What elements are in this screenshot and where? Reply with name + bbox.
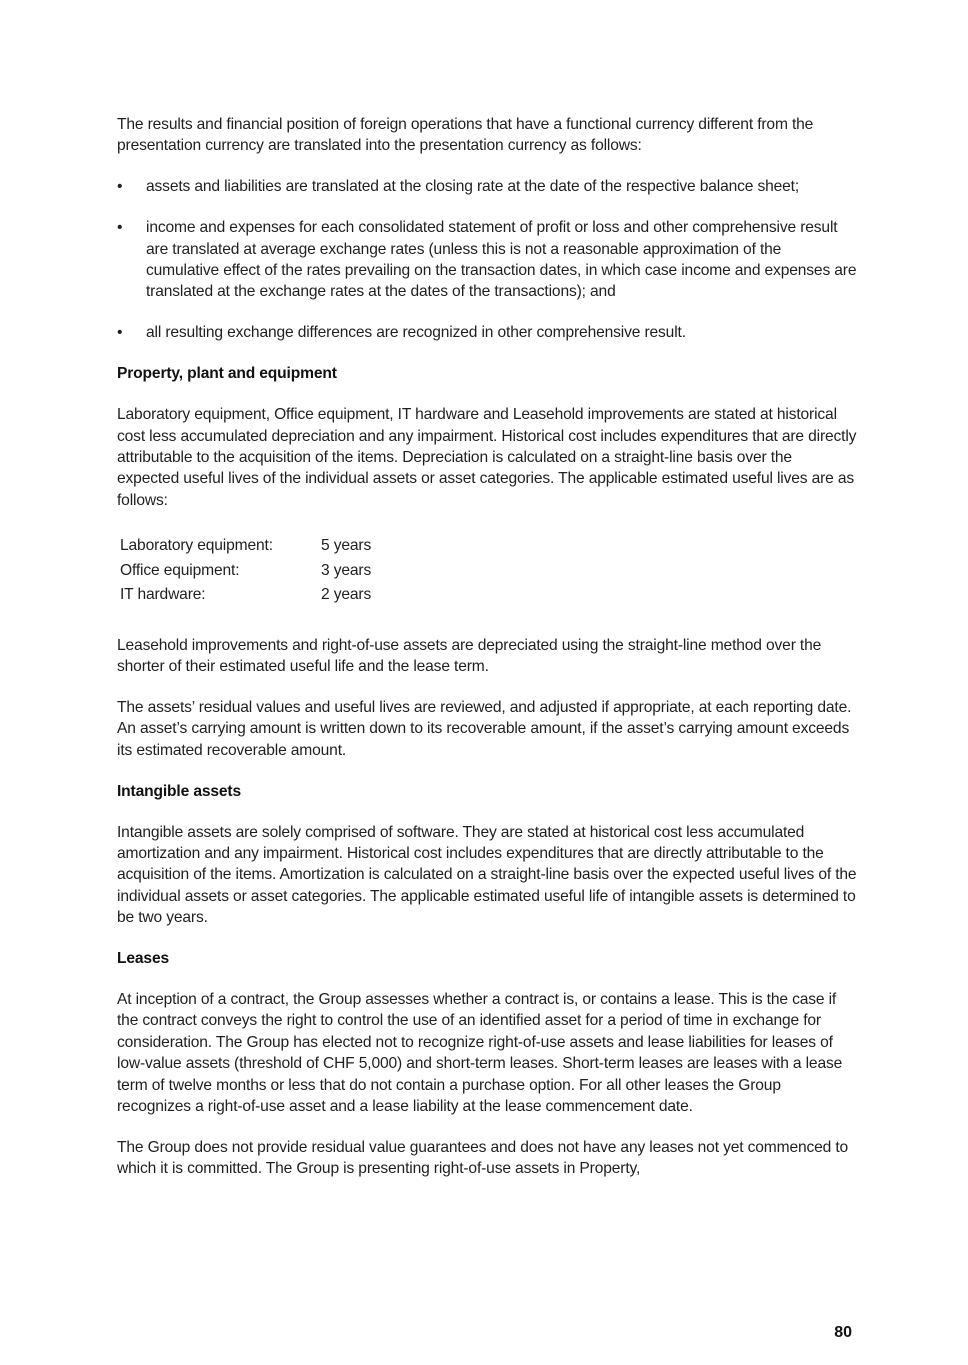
leases-paragraph-2: The Group does not provide residual value guarantees and does not have any leases not yet commenced to which it is committed. The Group is presenting right-of-use assets in Property,	[117, 1139, 849, 1178]
document-body	[117, 114, 857, 1199]
intangible-paragraph: Intangible assets are solely comprised of software. They are stated at historical cost less accumulated amortization and any impairment. Historical cost includes expenditures that are directly attributable to the acquisition of the items. Amortization is calculated on a straight-line basis over the expected useful lives of the individual assets or asset categories. The applicable estimated useful life of intangible assets is determined to be two years.	[117, 823, 857, 927]
asset-life: 5 years	[321, 537, 372, 555]
list-item	[117, 322, 857, 343]
page-number: 80	[834, 1324, 852, 1341]
bullet-icon: •	[117, 324, 123, 342]
ppe-paragraph-3: The assets’ residual values and useful lives are reviewed, and adjusted if appropriate, at each reporting date. An asset’s carrying amount is written down to its recoverable amount, if the asset’s carrying amount exceeds its estimated recoverable amount.	[117, 699, 852, 759]
ppe-heading: Property, plant and equipment	[117, 365, 337, 383]
bullet-icon: •	[117, 219, 123, 237]
list-item-text: all resulting exchange differences are recognized in other comprehensive result.	[146, 324, 686, 342]
asset-label: Laboratory equipment:	[120, 537, 273, 555]
asset-label: Office equipment:	[120, 561, 240, 579]
intro-paragraph: The results and financial position of foreign operations that have a functional currency different from the presentation currency are translated into the presentation currency as follows:	[117, 116, 814, 155]
list-item-text: assets and liabilities are translated at the closing rate at the date of the respective balance sheet;	[146, 178, 800, 196]
table-row	[120, 560, 371, 585]
table-row	[120, 535, 371, 560]
useful-lives-table	[120, 535, 371, 609]
intangible-heading: Intangible assets	[117, 782, 241, 800]
list-item-text: income and expenses for each consolidated statement of profit or loss and other comprehensive result are translated at average exchange rates (unless this is not a reasonable approximation of the cumulative effect of the rates prevailing on the transaction dates, in which case income and expenses are translated at the exchange rates at the dates of the transactions); and	[146, 219, 857, 301]
leases-paragraph-1: At inception of a contract, the Group assesses whether a contract is, or contains a lease. This is the case if the contract conveys the right to control the use of an identified asset for a period of time in exchange for consideration. The Group has elected not to recognize right-of-use assets and lease liabilities for leases of low-value assets (threshold of CHF 5,000) and short-term leases. Short-term leases are leases with a lease term of twelve months or less that do not contain a purchase option. For all other leases the Group recognizes a right-of-use asset and a lease liability at the lease commencement date.	[117, 991, 843, 1116]
translation-rules-list	[117, 176, 857, 343]
list-item	[117, 176, 857, 197]
ppe-paragraph-1: Laboratory equipment, Office equipment, IT hardware and Leasehold improvements are stated at historical cost less accumulated depreciation and any impairment. Historical cost includes expenditures that are directly attributable to the acquisition of the items. Depreciation is calculated on a straight-line basis over the expected useful lives of the individual assets or asset categories. The applicable estimated useful lives are as follows:	[117, 406, 857, 509]
ppe-paragraph-2: Leasehold improvements and right-of-use assets are depreciated using the straight-line method over the shorter of their estimated useful life and the lease term.	[117, 636, 822, 676]
asset-life: 2 years	[321, 586, 372, 604]
asset-life: 3 years	[321, 561, 372, 579]
bullet-icon: •	[117, 178, 123, 196]
asset-label: IT hardware:	[120, 586, 206, 604]
leases-heading: Leases	[117, 950, 169, 968]
table-row	[120, 584, 371, 609]
list-item	[117, 217, 857, 303]
